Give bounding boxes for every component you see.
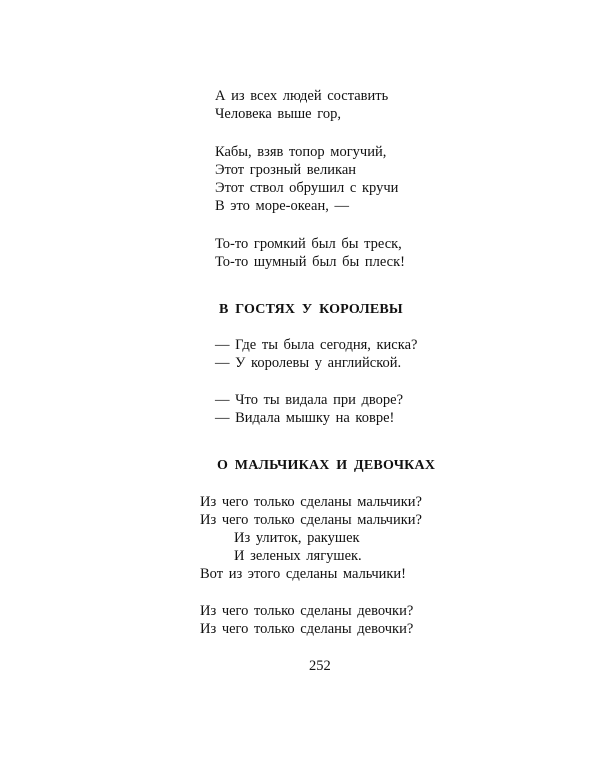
poem-line: Этот ствол обрушил с кручи	[215, 180, 399, 196]
poem-line: Человека выше гор,	[215, 106, 341, 122]
poem-line: Этот грозный великан	[215, 162, 357, 178]
poem-line: Вот из этого сделаны мальчики!	[200, 566, 407, 582]
poem-line: В это море-океан, —	[215, 198, 349, 214]
poem-line: — Видала мышку на ковре!	[215, 410, 395, 426]
poem-line: То-то шумный был бы плеск!	[215, 254, 405, 270]
poem-line: И зеленых лягушек.	[234, 548, 362, 564]
poem-line: Из чего только сделаны мальчики?	[200, 494, 422, 510]
poem-line: Из чего только сделаны девочки?	[200, 603, 414, 619]
poem-line: Из чего только сделаны девочки?	[200, 621, 414, 637]
poem-title: О МАЛЬЧИКАХ И ДЕВОЧКАХ	[217, 458, 436, 473]
poem-title: В ГОСТЯХ У КОРОЛЕВЫ	[219, 302, 403, 317]
poem-line: — Где ты была сегодня, киска?	[215, 337, 418, 353]
poem-line: А из всех людей составить	[215, 88, 389, 104]
page-number: 252	[309, 658, 331, 674]
poem-line: — У королевы у английской.	[215, 355, 402, 371]
poem-line: Из улиток, ракушек	[234, 530, 360, 546]
poem-line: Кабы, взяв топор могучий,	[215, 144, 387, 160]
poem-line: — Что ты видала при дворе?	[215, 392, 404, 408]
poem-line: То-то громкий был бы треск,	[215, 236, 402, 252]
poem-line: Из чего только сделаны мальчики?	[200, 512, 422, 528]
